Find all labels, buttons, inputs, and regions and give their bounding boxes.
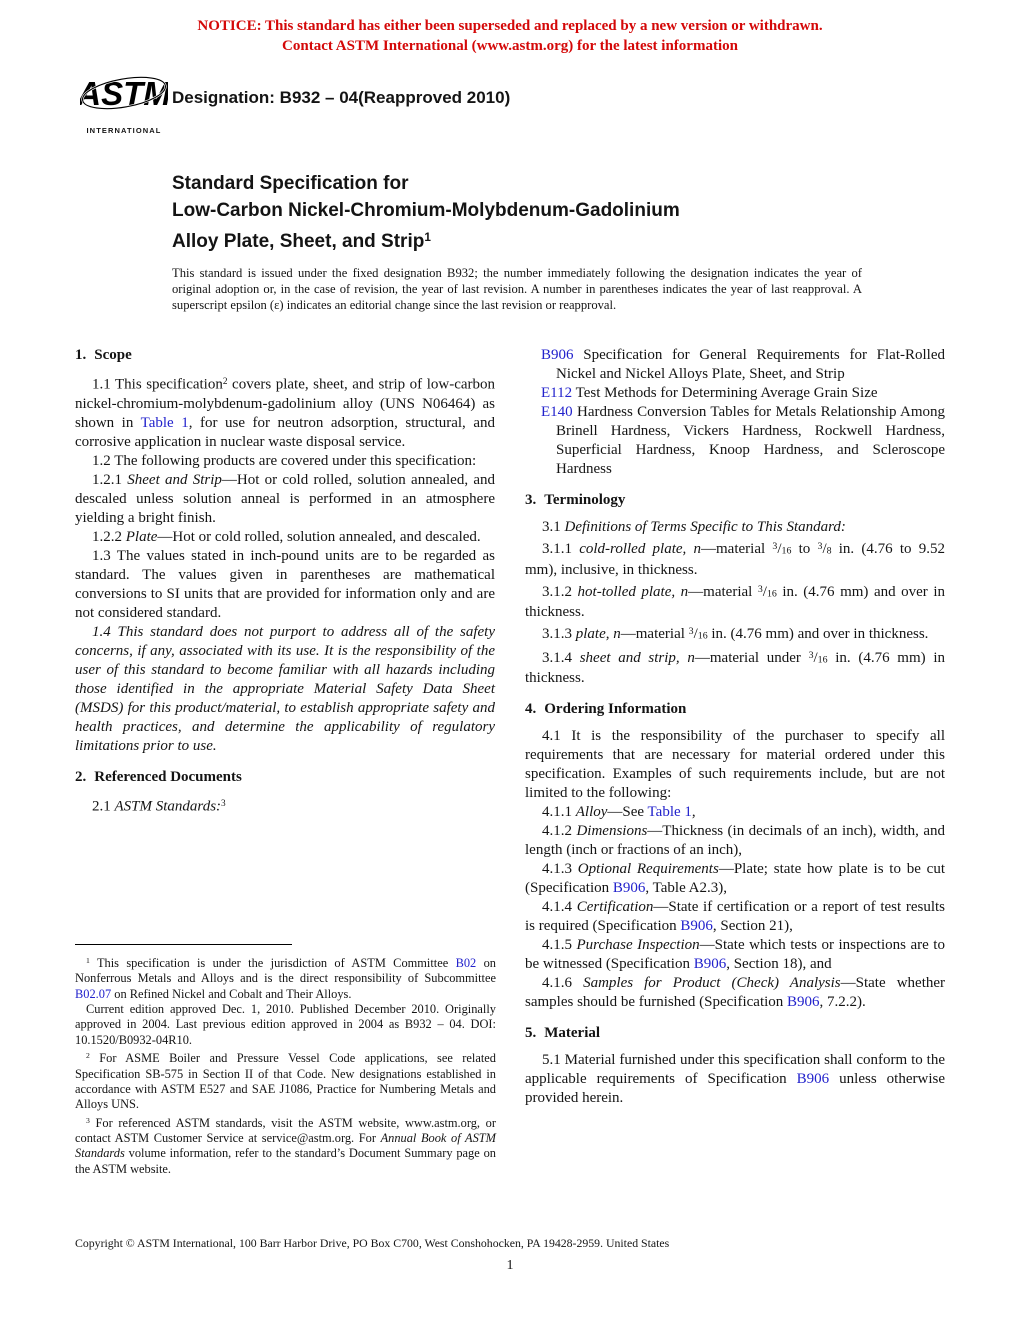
- text-run: 3.1: [542, 519, 565, 535]
- text-run: —material under: [694, 649, 809, 666]
- text-run: plate, n: [575, 625, 621, 642]
- para-3-1-3: [525, 622, 945, 646]
- para-1-3: [75, 547, 495, 623]
- text-run: 1.3 The values stated in inch-pound units are to be regarded as standard. The values given in parentheses are mathematical conversions to SI units that are provided for information only and are not considered standard.: [75, 547, 495, 621]
- text-run: 4.1.6: [542, 975, 584, 992]
- para-4-1-1: [525, 803, 945, 822]
- text-run: ASTM Standards:: [114, 798, 222, 815]
- title-line-1: Standard Specification for: [172, 173, 409, 194]
- para-4-1-2: [525, 822, 945, 860]
- doc-link[interactable]: Table 1: [140, 414, 189, 431]
- text-run: Current edition approved Dec. 1, 2010. Published December 2010. Originally approved in 2004. Last previous edition approved in 2004 as B932 – 04. DOI: 10.1520/B0932-04R10.: [75, 1002, 496, 1047]
- section-5-heading: [525, 1024, 945, 1043]
- section-1-heading: [75, 346, 495, 365]
- section-4-heading: [525, 700, 945, 719]
- para-1-1: [75, 373, 495, 452]
- para-4-1-6: [525, 974, 945, 1012]
- para-4-1-4: [525, 898, 945, 936]
- text-run: unless otherwise provided herein.: [525, 1071, 945, 1107]
- text-run: Test Methods for Determining Average Grain Size: [572, 385, 878, 401]
- footnotes: [75, 944, 496, 1177]
- para-1-2-2: [75, 528, 495, 547]
- text-run: 4.1.1: [542, 804, 576, 821]
- doc-link[interactable]: B02: [455, 955, 477, 970]
- text-run: 1.2 The following products are covered under this specification:: [92, 452, 477, 469]
- para-1-4: [75, 623, 495, 756]
- text-run: 4.1.4: [542, 899, 577, 916]
- para-4-1-3: [525, 860, 945, 898]
- text-run: 16: [697, 630, 708, 642]
- text-run: 3: [221, 798, 226, 809]
- text-run: /: [822, 540, 827, 557]
- text-run: Hardness Conversion Tables for Metals Relationship Among Brinell Hardness, Vickers Hardness, Rockwell Hardness, Superficial Hardness, Knoop Hardness, and Scleroscope Hardness: [556, 404, 945, 477]
- text-run: , Section 18), and: [726, 956, 832, 973]
- text-run: Purchase Inspection: [576, 937, 700, 954]
- para-3-1-2: [525, 580, 945, 623]
- text-run: 3.1.4: [542, 649, 580, 666]
- text-run: /: [777, 540, 782, 557]
- text-run: 2.1: [92, 798, 115, 815]
- text-run: —material: [701, 540, 773, 557]
- text-run: For referenced ASTM standards, visit the ASTM website, www.astm.org, or contact ASTM Customer Service at service@astm.org. For: [75, 1115, 496, 1145]
- text-run: 4.1.2: [542, 823, 577, 840]
- text-run: /: [813, 649, 818, 666]
- text-run: 3: [817, 541, 823, 552]
- text-run: 2: [222, 377, 228, 387]
- footnote-2: [75, 1048, 496, 1112]
- text-run: 3.1.1: [542, 540, 580, 557]
- text-run: This specification is under the jurisdiction of ASTM Committee: [89, 955, 456, 970]
- text-run: cold-rolled plate, n: [579, 540, 702, 557]
- copyright-line: Copyright © ASTM International, 100 Barr Harbor Drive, PO Box C700, West Conshohocken, PA 19428-2959. United States: [75, 1236, 670, 1250]
- text-run: Dimensions: [576, 823, 648, 840]
- footnote-1: [75, 953, 496, 1002]
- section-3-heading: [525, 491, 945, 510]
- section-2-heading: [75, 768, 495, 787]
- text-run: , 7.2.2).: [819, 994, 866, 1011]
- text-run: to: [791, 540, 818, 557]
- footnote-3: [75, 1113, 496, 1177]
- para-4-1: [525, 727, 945, 803]
- text-run: 4.1.3: [542, 861, 578, 878]
- text-run: Certification: [576, 899, 654, 916]
- issued-note: This standard is issued under the fixed designation B932; the number immediately following the designation indicates the year of original adoption or, in the case of revision, the year of last revision. A number in parentheses indicates the year of last reapproval. A superscript epsilon (ε) indicates an editorial change since the last revision or reapproval.: [172, 266, 862, 312]
- text-run: Plate: [125, 528, 158, 545]
- text-run: hot-tolled plate, n: [577, 583, 689, 600]
- section-3-label: Terminology: [544, 492, 626, 508]
- doc-link[interactable]: B906: [796, 1071, 830, 1088]
- doc-link[interactable]: B906: [693, 956, 727, 973]
- footnote-1-edition: [75, 1002, 496, 1048]
- notice-line-1: NOTICE: This standard has either been superseded and replaced by a new version or withdrawn.: [197, 18, 823, 34]
- text-run: on Refined Nickel and Cobalt and Their Alloys.: [111, 986, 352, 1001]
- text-run: 5.1 Material furnished under this specification shall conform to the applicable requirements of Specification: [525, 1052, 945, 1088]
- text-run: 3.1.3: [542, 625, 576, 642]
- text-run: Alloy: [575, 804, 608, 821]
- para-2-1: [75, 795, 495, 817]
- section-2-number: 2.: [75, 768, 87, 785]
- section-5-label: Material: [544, 1025, 601, 1042]
- text-run: —material: [620, 625, 689, 642]
- para-3-1-4: [525, 646, 945, 689]
- text-run: , Section 21),: [712, 918, 793, 935]
- section-4-number: 4.: [525, 701, 537, 718]
- reference-e140: [541, 403, 945, 479]
- astm-logo-subtitle: INTERNATIONAL: [86, 126, 162, 135]
- text-run: in. (4.76 to 9.52 mm), inclusive, in thickness.: [525, 540, 946, 578]
- text-run: 3: [688, 626, 694, 638]
- text-run: 3: [757, 583, 763, 595]
- doc-link[interactable]: B02.07: [75, 986, 112, 1001]
- astm-logo-text: ASTM: [80, 75, 168, 112]
- text-run: Definitions of Terms Specific to This Standard:: [564, 519, 846, 535]
- text-run: ,: [691, 804, 696, 821]
- text-run: —State which tests or inspections are to be witnessed (Specification: [525, 937, 945, 973]
- section-5-number: 5.: [525, 1025, 537, 1042]
- section-1-label: Scope: [94, 347, 132, 363]
- doc-link[interactable]: B906: [680, 918, 713, 935]
- document-title: [172, 170, 912, 255]
- text-run: 16: [766, 588, 777, 600]
- para-1-2: [75, 452, 495, 471]
- text-run: For ASME Boiler and Pressure Vessel Code applications, see related Specification SB-575 in Section II of that Code. New designations established in accordance with ASTM E527 and SAE J1086, Practice for Numbering Metals and Alloys UNS.: [75, 1051, 496, 1112]
- text-run: 8: [826, 545, 832, 557]
- text-run: Alloy Plate, Sheet, and Strip: [172, 230, 425, 252]
- text-run: 1.2.1: [92, 471, 128, 488]
- page-number: 1: [506, 1258, 514, 1273]
- text-run: Annual Book of ASTM Standards: [75, 1131, 497, 1161]
- text-run: 1.2.2: [92, 528, 126, 545]
- text-run: in. (4.76 mm) and over in thickness.: [525, 583, 945, 621]
- title-line-3: [172, 224, 912, 255]
- para-4-1-5: [525, 936, 945, 974]
- doc-link[interactable]: E140: [541, 404, 573, 420]
- doc-link[interactable]: Table 1: [647, 804, 692, 821]
- text-run: 4.1.5: [542, 937, 577, 954]
- text-run: /: [693, 625, 698, 642]
- text-run: Specification for General Requirements for Flat-Rolled Nickel and Nickel Alloys Plate, Sheet, and Strip: [556, 347, 945, 382]
- astm-logo-graphic: [80, 66, 168, 120]
- text-run: —material: [688, 583, 758, 600]
- astm-logo: [80, 66, 168, 135]
- text-run: 3: [86, 1115, 90, 1125]
- text-run: in. (4.76 mm) and over in thickness.: [707, 625, 929, 642]
- text-run: 1: [86, 956, 90, 965]
- doc-link[interactable]: B906: [787, 994, 820, 1011]
- section-4-label: Ordering Information: [544, 701, 687, 718]
- right-column: [525, 346, 945, 1108]
- text-run: sheet and strip, n: [579, 649, 695, 666]
- text-run: —Plate; state how plate is to be cut (Specification: [525, 861, 945, 897]
- reference-e112: [541, 384, 945, 403]
- para-3-1-1: [525, 537, 945, 580]
- text-run: —Hot or cold rolled, solution annealed, and descaled unless solution anneal is performed in an atmosphere yielding a bright finish.: [75, 471, 495, 526]
- text-run: Samples for Product (Check) Analysis: [583, 975, 841, 992]
- text-run: covers plate, sheet, and strip of low-carbon nickel-chromium-molybdenum-gadolinium alloy (UNS N06464) as shown in: [75, 376, 496, 431]
- text-run: —State if certification or a report of test results is required (Specification: [525, 899, 946, 935]
- text-run: 1.1 This specification: [92, 376, 223, 393]
- text-run: on Nonferrous Metals and Alloys and is the direct responsibility of Subcommittee: [75, 955, 496, 986]
- text-run: —Hot or cold rolled, solution annealed, and descaled.: [157, 528, 481, 545]
- para-1-2-1: [75, 471, 495, 528]
- text-run: —Thickness (in decimals of an inch), width, and length (inch or fractions of an inch),: [525, 823, 945, 859]
- doc-link[interactable]: B906: [612, 880, 646, 897]
- notice-line-2: Contact ASTM International (www.astm.org) for the latest information: [282, 37, 738, 54]
- text-run: —State whether samples should be furnished (Specification: [525, 975, 946, 1011]
- text-run: Optional Requirements: [577, 861, 719, 878]
- text-run: volume information, refer to the standard’s Document Summary page on the ASTM website.: [75, 1146, 496, 1176]
- doc-link[interactable]: B906: [541, 347, 574, 363]
- text-run: 16: [781, 545, 792, 557]
- text-run: , for use for neutron adsorption, structural, and corrosive application in nuclear waste disposal service.: [75, 414, 495, 450]
- text-run: —See: [607, 804, 648, 821]
- text-run: 16: [817, 654, 828, 666]
- text-run: 3.1.2: [542, 583, 578, 600]
- para-3-1: [525, 518, 945, 537]
- doc-link[interactable]: E112: [541, 385, 573, 401]
- text-run: , Table A2.3),: [645, 880, 727, 897]
- reference-b906: [541, 346, 945, 384]
- text-run: 3: [772, 541, 778, 552]
- text-run: Sheet and Strip: [127, 471, 222, 488]
- section-3-number: 3.: [525, 492, 537, 508]
- text-run: 1: [424, 231, 431, 244]
- para-5-1: [525, 1051, 945, 1108]
- text-run: 3: [808, 649, 814, 661]
- text-run: /: [762, 583, 767, 600]
- supersession-notice: [0, 17, 1020, 56]
- footnote-rule: [75, 944, 292, 945]
- section-1-number: 1.: [75, 347, 87, 363]
- text-run: 2: [86, 1051, 90, 1061]
- text-run: 4.1 It is the responsibility of the purchaser to specify all requirements that are necessary for material ordered under this specification. Examples of such requirements include, but are not limited to the following:: [525, 728, 945, 802]
- section-2-label: Referenced Documents: [94, 768, 242, 785]
- title-line-2: Low-Carbon Nickel-Chromium-Molybdenum-Gadolinium: [172, 200, 680, 221]
- text-run: in. (4.76 mm) in thickness.: [525, 649, 945, 687]
- text-run: 1.4 This standard does not purport to address all of the safety concerns, if any, associated with its use. It is the responsibility of the user of this standard to become familiar with all hazards including those identified in the appropriate Material Safety Data Sheet (MSDS) for this product/material, to establish appropriate safety and health practices, and determine the applicability of regulatory limitations prior to use.: [75, 623, 495, 754]
- designation: Designation: B932 – 04(Reapproved 2010): [172, 88, 511, 107]
